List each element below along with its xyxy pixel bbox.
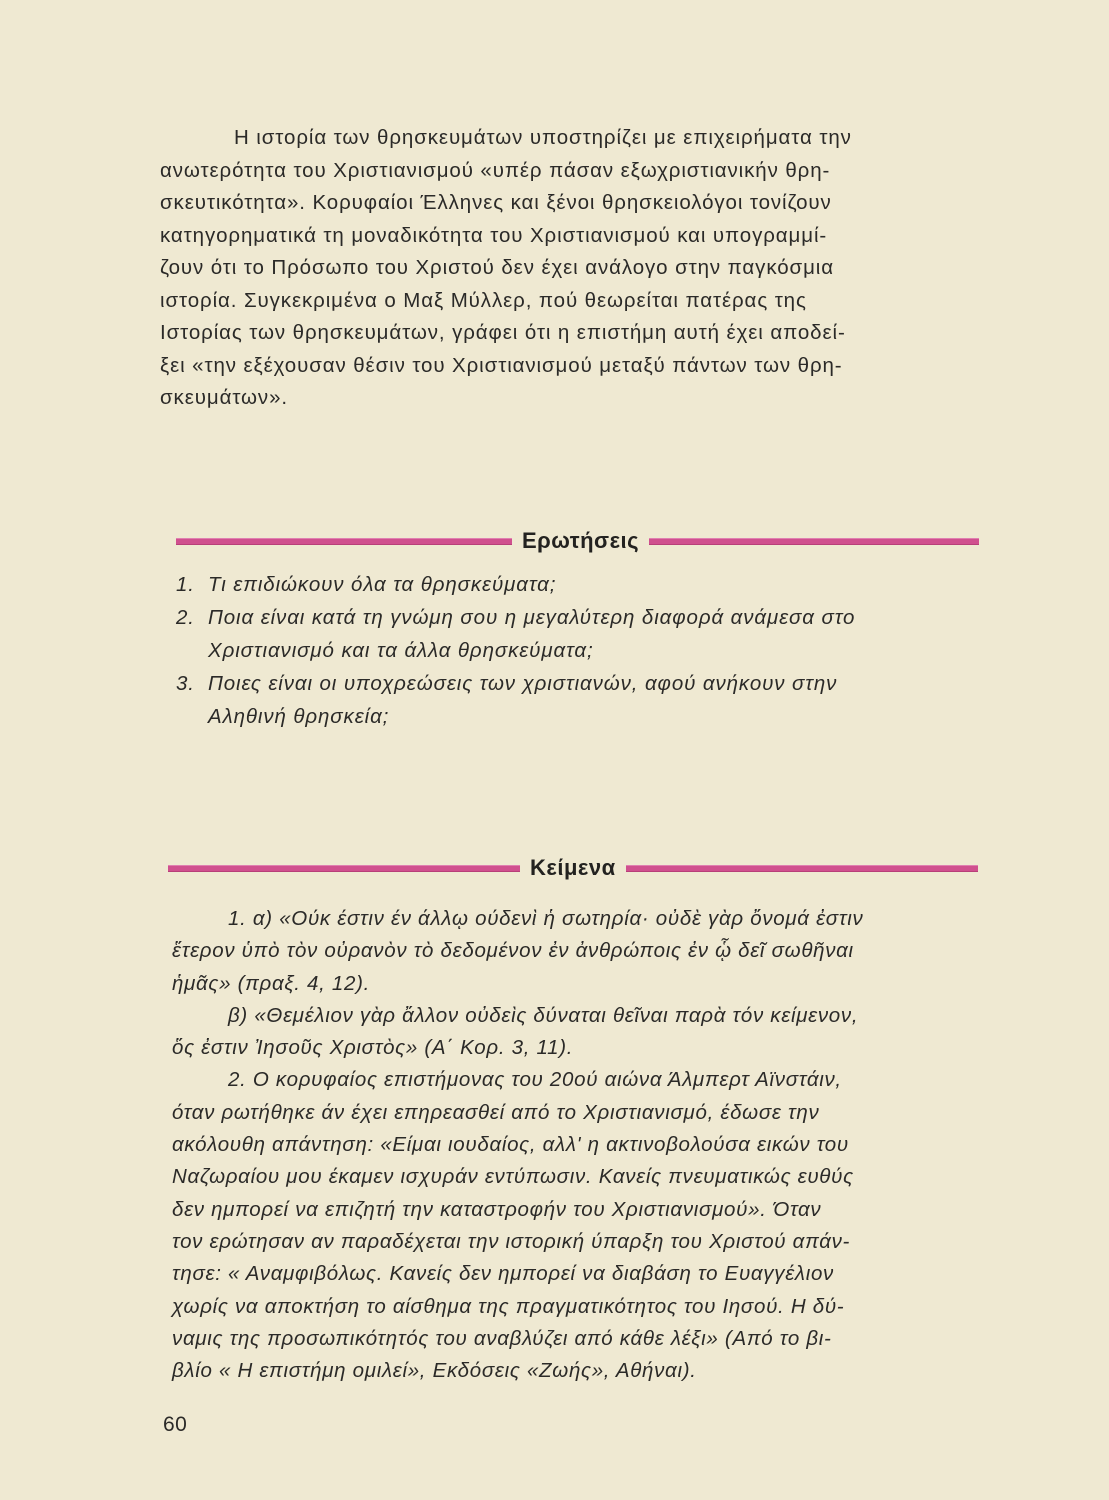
text-excerpt [172, 903, 1012, 1387]
intro-line: ανωτερότητα του Χριστιανισμού «υπέρ πάσαν εξωχριστιανικήν θρη- [160, 158, 831, 182]
text-line: ναμις της προσωπικότητός του αναβλύζει από κάθε λέξι» (Από το βι- [172, 1326, 832, 1350]
question-line: Ποια είναι κατά τη γνώμη σου η μεγαλύτερη διαφορά ανάμεσα στο [208, 606, 856, 629]
intro-line: σκευτικότητα». Κορυφαίοι Έλληνες και ξένοι θρησκειολόγοι τονίζουν [160, 191, 832, 214]
question-item [176, 667, 1036, 733]
text-line: δεν ημπορεί να επιζητή την καταστροφήν του Χριστιανισμού». Όταν [172, 1197, 822, 1221]
question-number: 3. [176, 672, 195, 695]
question-line: Αληθινή θρησκεία; [208, 705, 390, 728]
question-item [176, 568, 1036, 601]
text-line: ἡμᾶς» (πραξ. 4, 12). [172, 971, 371, 995]
heading-rule-right [649, 538, 979, 545]
intro-line: ιστορία. Συγκεκριμένα ο Μαξ Μύλλερ, πού θεωρείται πατέρας της [160, 288, 807, 312]
texts-heading-row [168, 855, 978, 881]
texts-section [172, 903, 1012, 1387]
heading-rule-left [168, 865, 520, 872]
text-line: χωρίς να αποκτήση το αίσθημα της πραγματικότητος του Ιησού. Η δύ- [172, 1294, 845, 1318]
intro-line: Η ιστορία των θρησκευμάτων υποστηρίζει με επιχειρήματα την [234, 126, 852, 149]
text-line: Ναζωραίου μου έκαμεν ισχυράν εντύπωσιν. Κανείς πνευματικώς ευθύς [172, 1165, 854, 1189]
text-line: 1. α) «Ούκ έστιν έν άλλῳ ούδενὶ ἡ σωτηρία· οὐδὲ γὰρ ὄνομά ἐστιν [228, 907, 864, 930]
text-line: βλίο « Η επιστήμη ομιλεί», Εκδόσεις «Ζωής», Αθήναι). [172, 1359, 697, 1383]
intro-paragraph [160, 122, 1030, 415]
question-number: 2. [176, 606, 195, 629]
question-item [176, 601, 1036, 667]
question-line: Χριστιανισμό και τα άλλα θρησκεύματα; [208, 639, 594, 662]
question-text [208, 667, 837, 733]
question-line: Τι επιδιώκουν όλα τα θρησκεύματα; [208, 573, 557, 596]
text-line: ὅς ἐστιν Ἰησοῦς Χριστὸς» (Α΄ Κορ. 3, 11). [172, 1036, 574, 1060]
questions-list [176, 568, 1036, 733]
intro-line: σκευμάτων». [160, 386, 288, 409]
intro-line: ζουν ότι το Πρόσωπο του Χριστού δεν έχει ανάλογο στην παγκόσμια [160, 256, 834, 279]
questions-heading-row [176, 528, 979, 554]
heading-rule-right [626, 865, 978, 872]
text-line: ἕτερον ὑπὸ τὸν οὐρανὸν τὸ δεδομένον ἐν ἀνθρώποις ἐν ᾧ δεῖ σωθῆναι [172, 939, 854, 963]
question-text [208, 568, 556, 601]
page-number: 60 [163, 1413, 188, 1436]
heading-rule-left [176, 538, 512, 545]
question-number: 1. [176, 573, 195, 596]
text-line: ακόλουθη απάντηση: «Είμαι ιουδαίος, αλλ' η ακτινοβολούσα εικών του [172, 1133, 849, 1157]
question-text [208, 601, 855, 667]
texts-heading: Κείμενα [530, 855, 616, 880]
text-line: β) «Θεμέλιον γὰρ ἄλλον οὐδεὶς δύναται θεῖναι παρὰ τόν κείμενον, [228, 1003, 859, 1027]
text-line: όταν ρωτήθηκε άν έχει επηρεασθεί από το Χριστιανισμό, έδωσε την [172, 1100, 820, 1124]
intro-line: κατηγορηματικά τη μοναδικότητα του Χριστιανισμού και υπογραμμί- [160, 223, 828, 247]
text-line: 2. Ο κορυφαίος επιστήμονας του 20ού αιώνα Άλμπερτ Αϊνστάιν, [228, 1068, 842, 1092]
text-line: τον ερώτησαν αν παραδέχεται την ιστορική ύπαρξη του Χριστού απάν- [172, 1229, 851, 1253]
question-line: Ποιες είναι οι υποχρεώσεις των χριστιανών, αφού ανήκουν στην [208, 672, 838, 695]
intro-line: Ιστορίας των θρησκευμάτων, γράφει ότι η επιστήμη αυτή έχει αποδεί- [160, 321, 846, 344]
questions-heading: Ερωτήσεις [522, 528, 640, 553]
intro-line: ξει «την εξέχουσαν θέσιν του Χριστιανισμού μεταξύ πάντων των θρη- [160, 353, 843, 377]
text-line: τησε: « Αναμφιβόλως. Κανείς δεν ημπορεί να διαβάση το Ευαγγέλιον [172, 1262, 835, 1286]
